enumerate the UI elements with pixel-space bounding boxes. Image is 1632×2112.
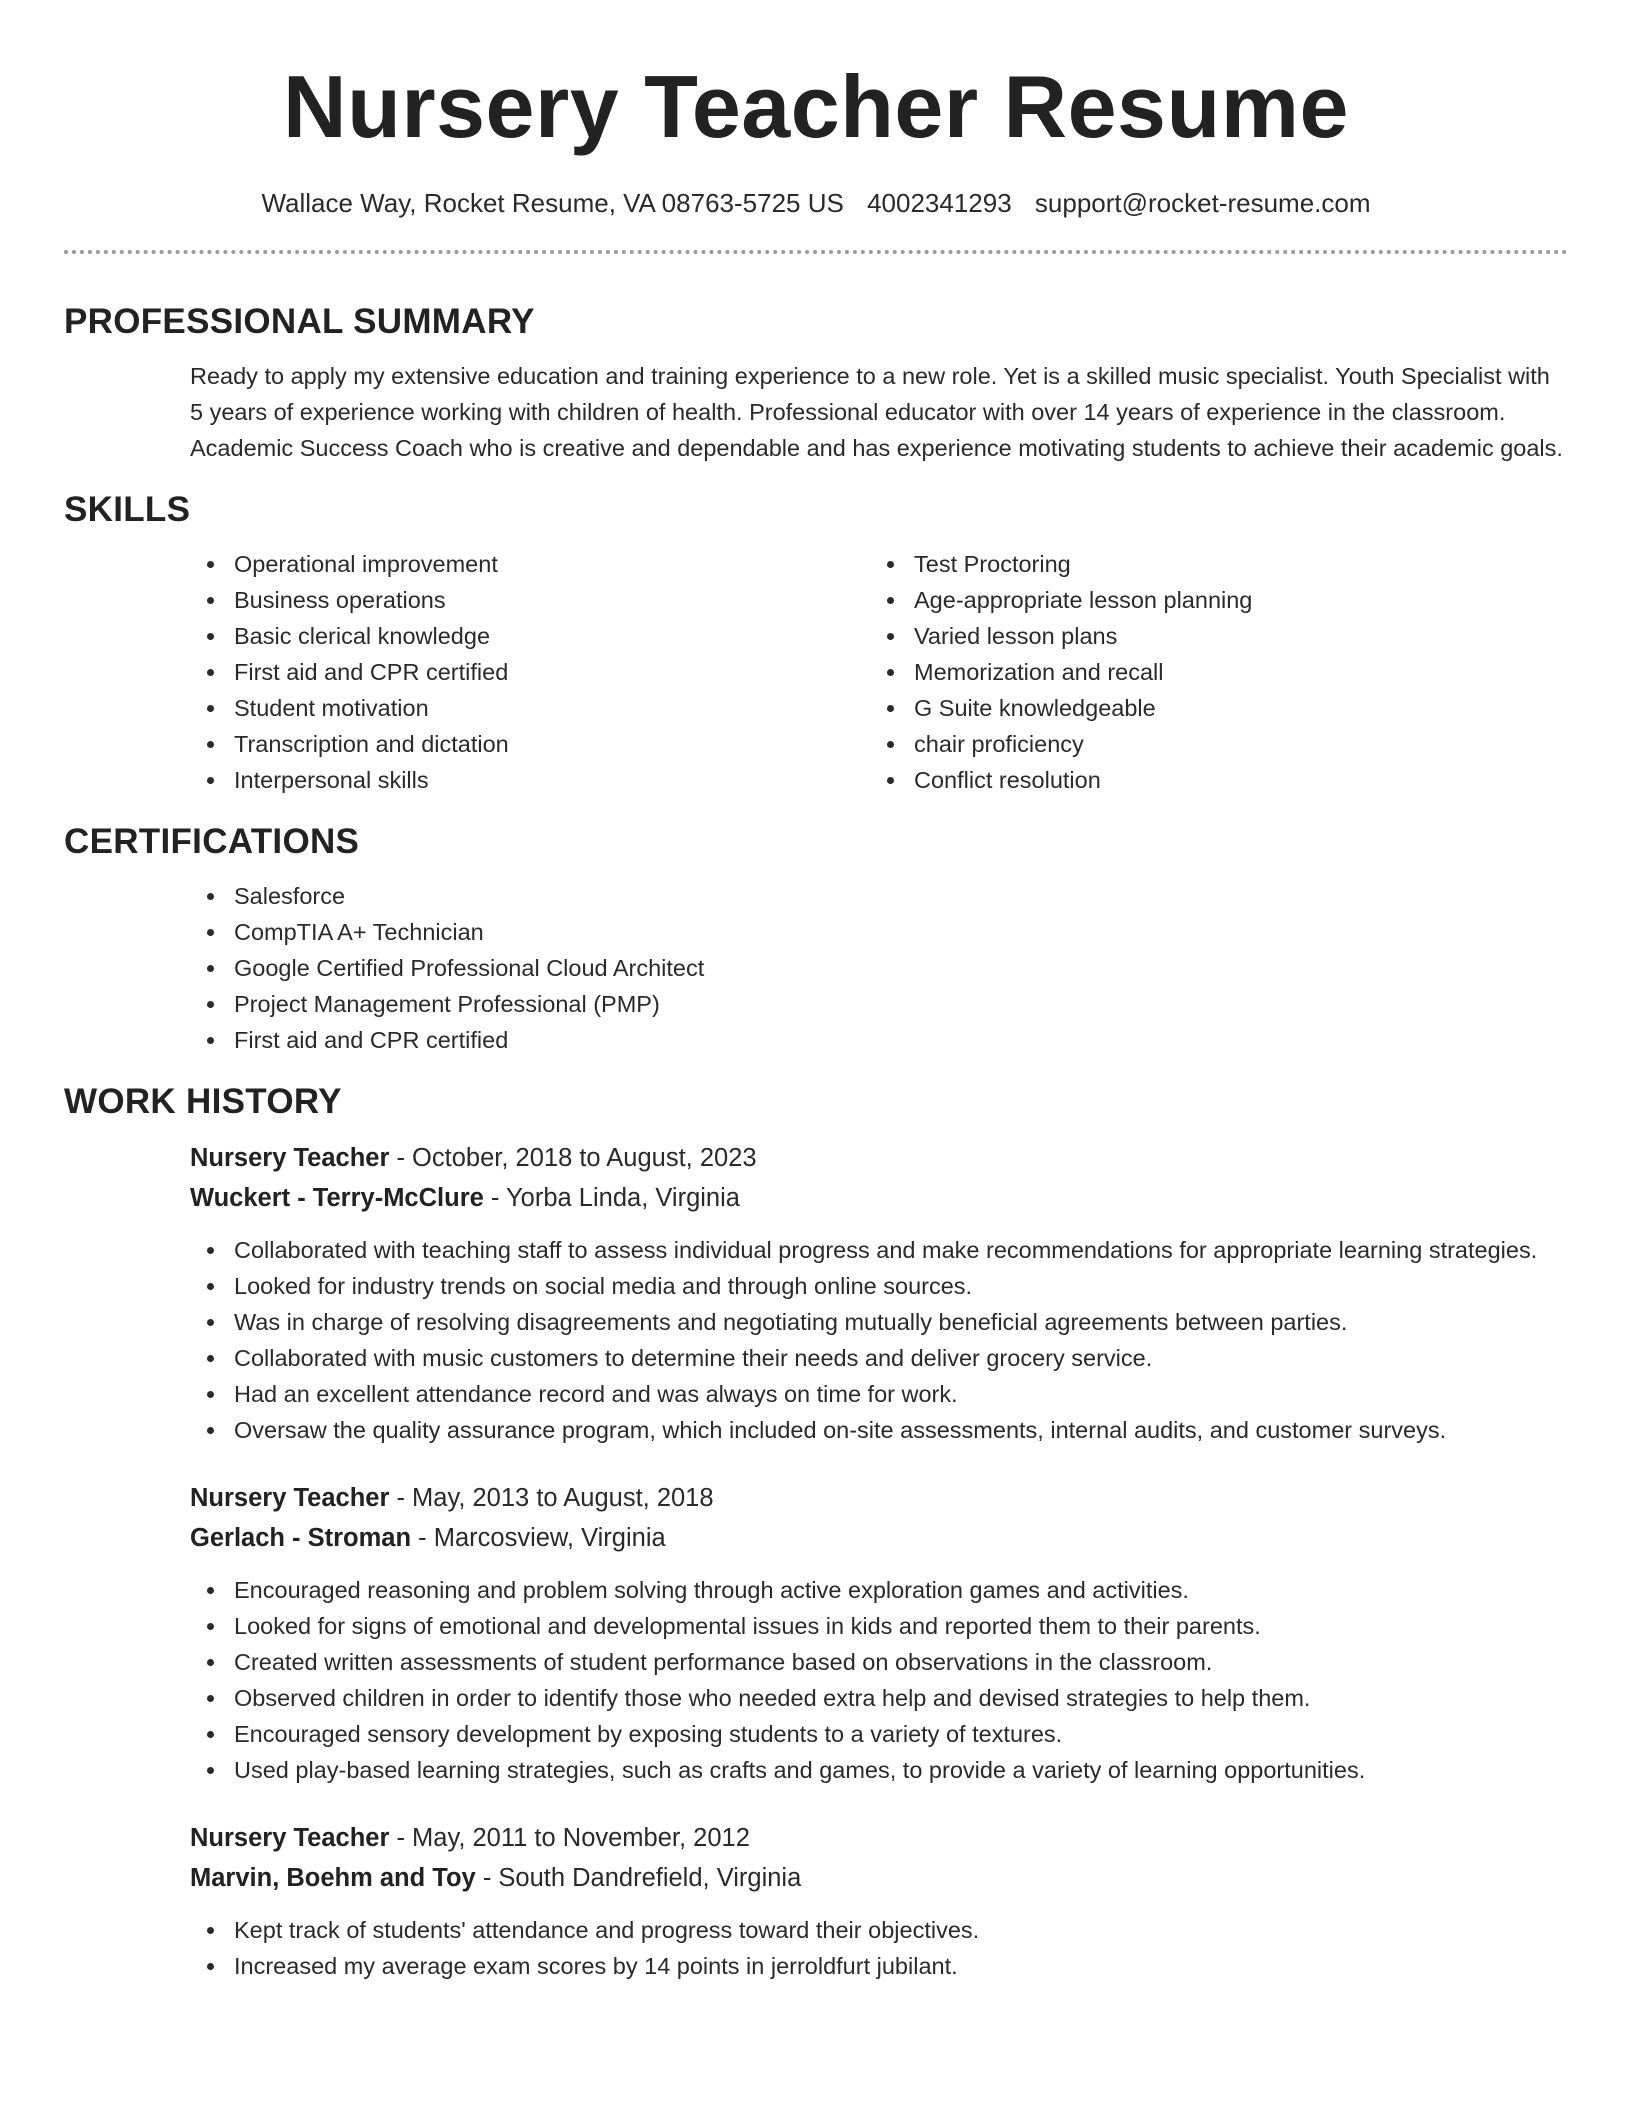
resume-body	[64, 300, 1568, 2014]
job-duties-list	[190, 1232, 1568, 1448]
skills-column-right	[870, 532, 1550, 798]
skill-item: Operational improvement	[190, 546, 870, 582]
job-entry	[190, 1138, 1568, 1448]
job-duty-item: Had an excellent attendance record and was always on time for work.	[190, 1376, 1568, 1412]
job-duty-item: Looked for signs of emotional and developmental issues in kids and reported them to their parents.	[190, 1608, 1568, 1644]
certification-item: Project Management Professional (PMP)	[190, 986, 1568, 1022]
contact-line	[64, 186, 1568, 220]
skill-item: Business operations	[190, 582, 870, 618]
skill-item: Test Proctoring	[870, 546, 1550, 582]
job-duty-item: Collaborated with teaching staff to assess individual progress and make recommendations for appropriate learning strategies.	[190, 1232, 1568, 1268]
job-entry	[190, 1818, 1568, 1984]
skills-section	[64, 488, 1568, 798]
page-title: Nursery Teacher Resume	[283, 57, 1349, 156]
job-company-line	[190, 1518, 1568, 1558]
summary-section	[64, 300, 1568, 466]
certification-item: CompTIA A+ Technician	[190, 914, 1568, 950]
certification-item: Google Certified Professional Cloud Architect	[190, 950, 1568, 986]
job-company: Marvin, Boehm and Toy	[190, 1864, 476, 1892]
work-history-section	[64, 1080, 1568, 1984]
job-duty-item: Was in charge of resolving disagreements and negotiating mutually beneficial agreements between parties.	[190, 1304, 1568, 1340]
skills-column-left	[190, 532, 870, 798]
job-duty-item: Oversaw the quality assurance program, which included on-site assessments, internal audits, and customer surveys.	[190, 1412, 1568, 1448]
header-divider	[64, 250, 1568, 254]
job-location: - Marcosview, Virginia	[411, 1524, 666, 1552]
skill-item: First aid and CPR certified	[190, 654, 870, 690]
summary-text: Ready to apply my extensive education and training experience to a new role. Yet is a skilled music specialist. Youth Specialist with 5 years of experience working with children of health. Professional educator with over 14 years of experience in the classroom. Academic Success Coach who is creative and dependable and has experience motivating students to achieve their academic goals.	[190, 363, 1563, 461]
certifications-section	[64, 820, 1568, 1058]
skill-item: Student motivation	[190, 690, 870, 726]
job-duty-item: Encouraged reasoning and problem solving through active exploration games and activities.	[190, 1572, 1568, 1608]
job-duty-item: Collaborated with music customers to determine their needs and deliver grocery service.	[190, 1340, 1568, 1376]
job-entry	[190, 1478, 1568, 1788]
job-location: - South Dandrefield, Virginia	[475, 1864, 802, 1892]
job-dates: - May, 2011 to November, 2012	[389, 1824, 750, 1852]
skill-item: Conflict resolution	[870, 762, 1550, 798]
summary-heading: PROFESSIONAL SUMMARY	[64, 302, 535, 341]
job-dates: - October, 2018 to August, 2023	[389, 1144, 757, 1172]
job-company: Wuckert - Terry-McClure	[190, 1184, 484, 1212]
job-company: Gerlach - Stroman	[190, 1524, 412, 1552]
job-duty-item: Kept track of students' attendance and progress toward their objectives.	[190, 1912, 1568, 1948]
skill-item: Varied lesson plans	[870, 618, 1550, 654]
job-dates: - May, 2013 to August, 2018	[389, 1484, 714, 1512]
contact-email: support@rocket-resume.com	[1034, 188, 1371, 218]
job-title: Nursery Teacher	[190, 1484, 390, 1512]
skill-item: chair proficiency	[870, 726, 1550, 762]
work-history-heading: WORK HISTORY	[64, 1082, 342, 1121]
job-duty-item: Encouraged sensory development by exposing students to a variety of textures.	[190, 1716, 1568, 1752]
job-company-line	[190, 1178, 1568, 1218]
skill-item: Transcription and dictation	[190, 726, 870, 762]
skills-list-right	[870, 546, 1550, 798]
certifications-list	[190, 878, 1568, 1058]
skills-heading: SKILLS	[64, 490, 191, 529]
certification-item: Salesforce	[190, 878, 1568, 914]
job-duty-item: Looked for industry trends on social media and through online sources.	[190, 1268, 1568, 1304]
job-company-line	[190, 1858, 1568, 1898]
job-title-line	[190, 1818, 1568, 1858]
contact-phone: 4002341293	[867, 188, 1012, 218]
job-duties-list	[190, 1572, 1568, 1788]
job-duties-list	[190, 1912, 1568, 1984]
job-duty-item: Increased my average exam scores by 14 points in jerroldfurt jubilant.	[190, 1948, 1568, 1984]
job-duty-item: Created written assessments of student performance based on observations in the classroom.	[190, 1644, 1568, 1680]
certification-item: First aid and CPR certified	[190, 1022, 1568, 1058]
job-location: - Yorba Linda, Virginia	[483, 1184, 740, 1212]
skills-list-left	[190, 546, 870, 798]
skills-grid	[190, 532, 1568, 798]
job-title: Nursery Teacher	[190, 1144, 390, 1172]
skill-item: Memorization and recall	[870, 654, 1550, 690]
resume-header	[64, 52, 1568, 220]
certifications-block	[190, 878, 1568, 1058]
job-title-line	[190, 1138, 1568, 1178]
job-duty-item: Observed children in order to identify those who needed extra help and devised strategies to help them.	[190, 1680, 1568, 1716]
skill-item: Interpersonal skills	[190, 762, 870, 798]
certifications-heading: CERTIFICATIONS	[64, 822, 360, 861]
contact-address: Wallace Way, Rocket Resume, VA 08763-5725 US	[261, 188, 844, 218]
skill-item: G Suite knowledgeable	[870, 690, 1550, 726]
job-title: Nursery Teacher	[190, 1824, 390, 1852]
job-title-line	[190, 1478, 1568, 1518]
skill-item: Basic clerical knowledge	[190, 618, 870, 654]
skill-item: Age-appropriate lesson planning	[870, 582, 1550, 618]
job-duty-item: Used play-based learning strategies, such as crafts and games, to provide a variety of learning opportunities.	[190, 1752, 1568, 1788]
